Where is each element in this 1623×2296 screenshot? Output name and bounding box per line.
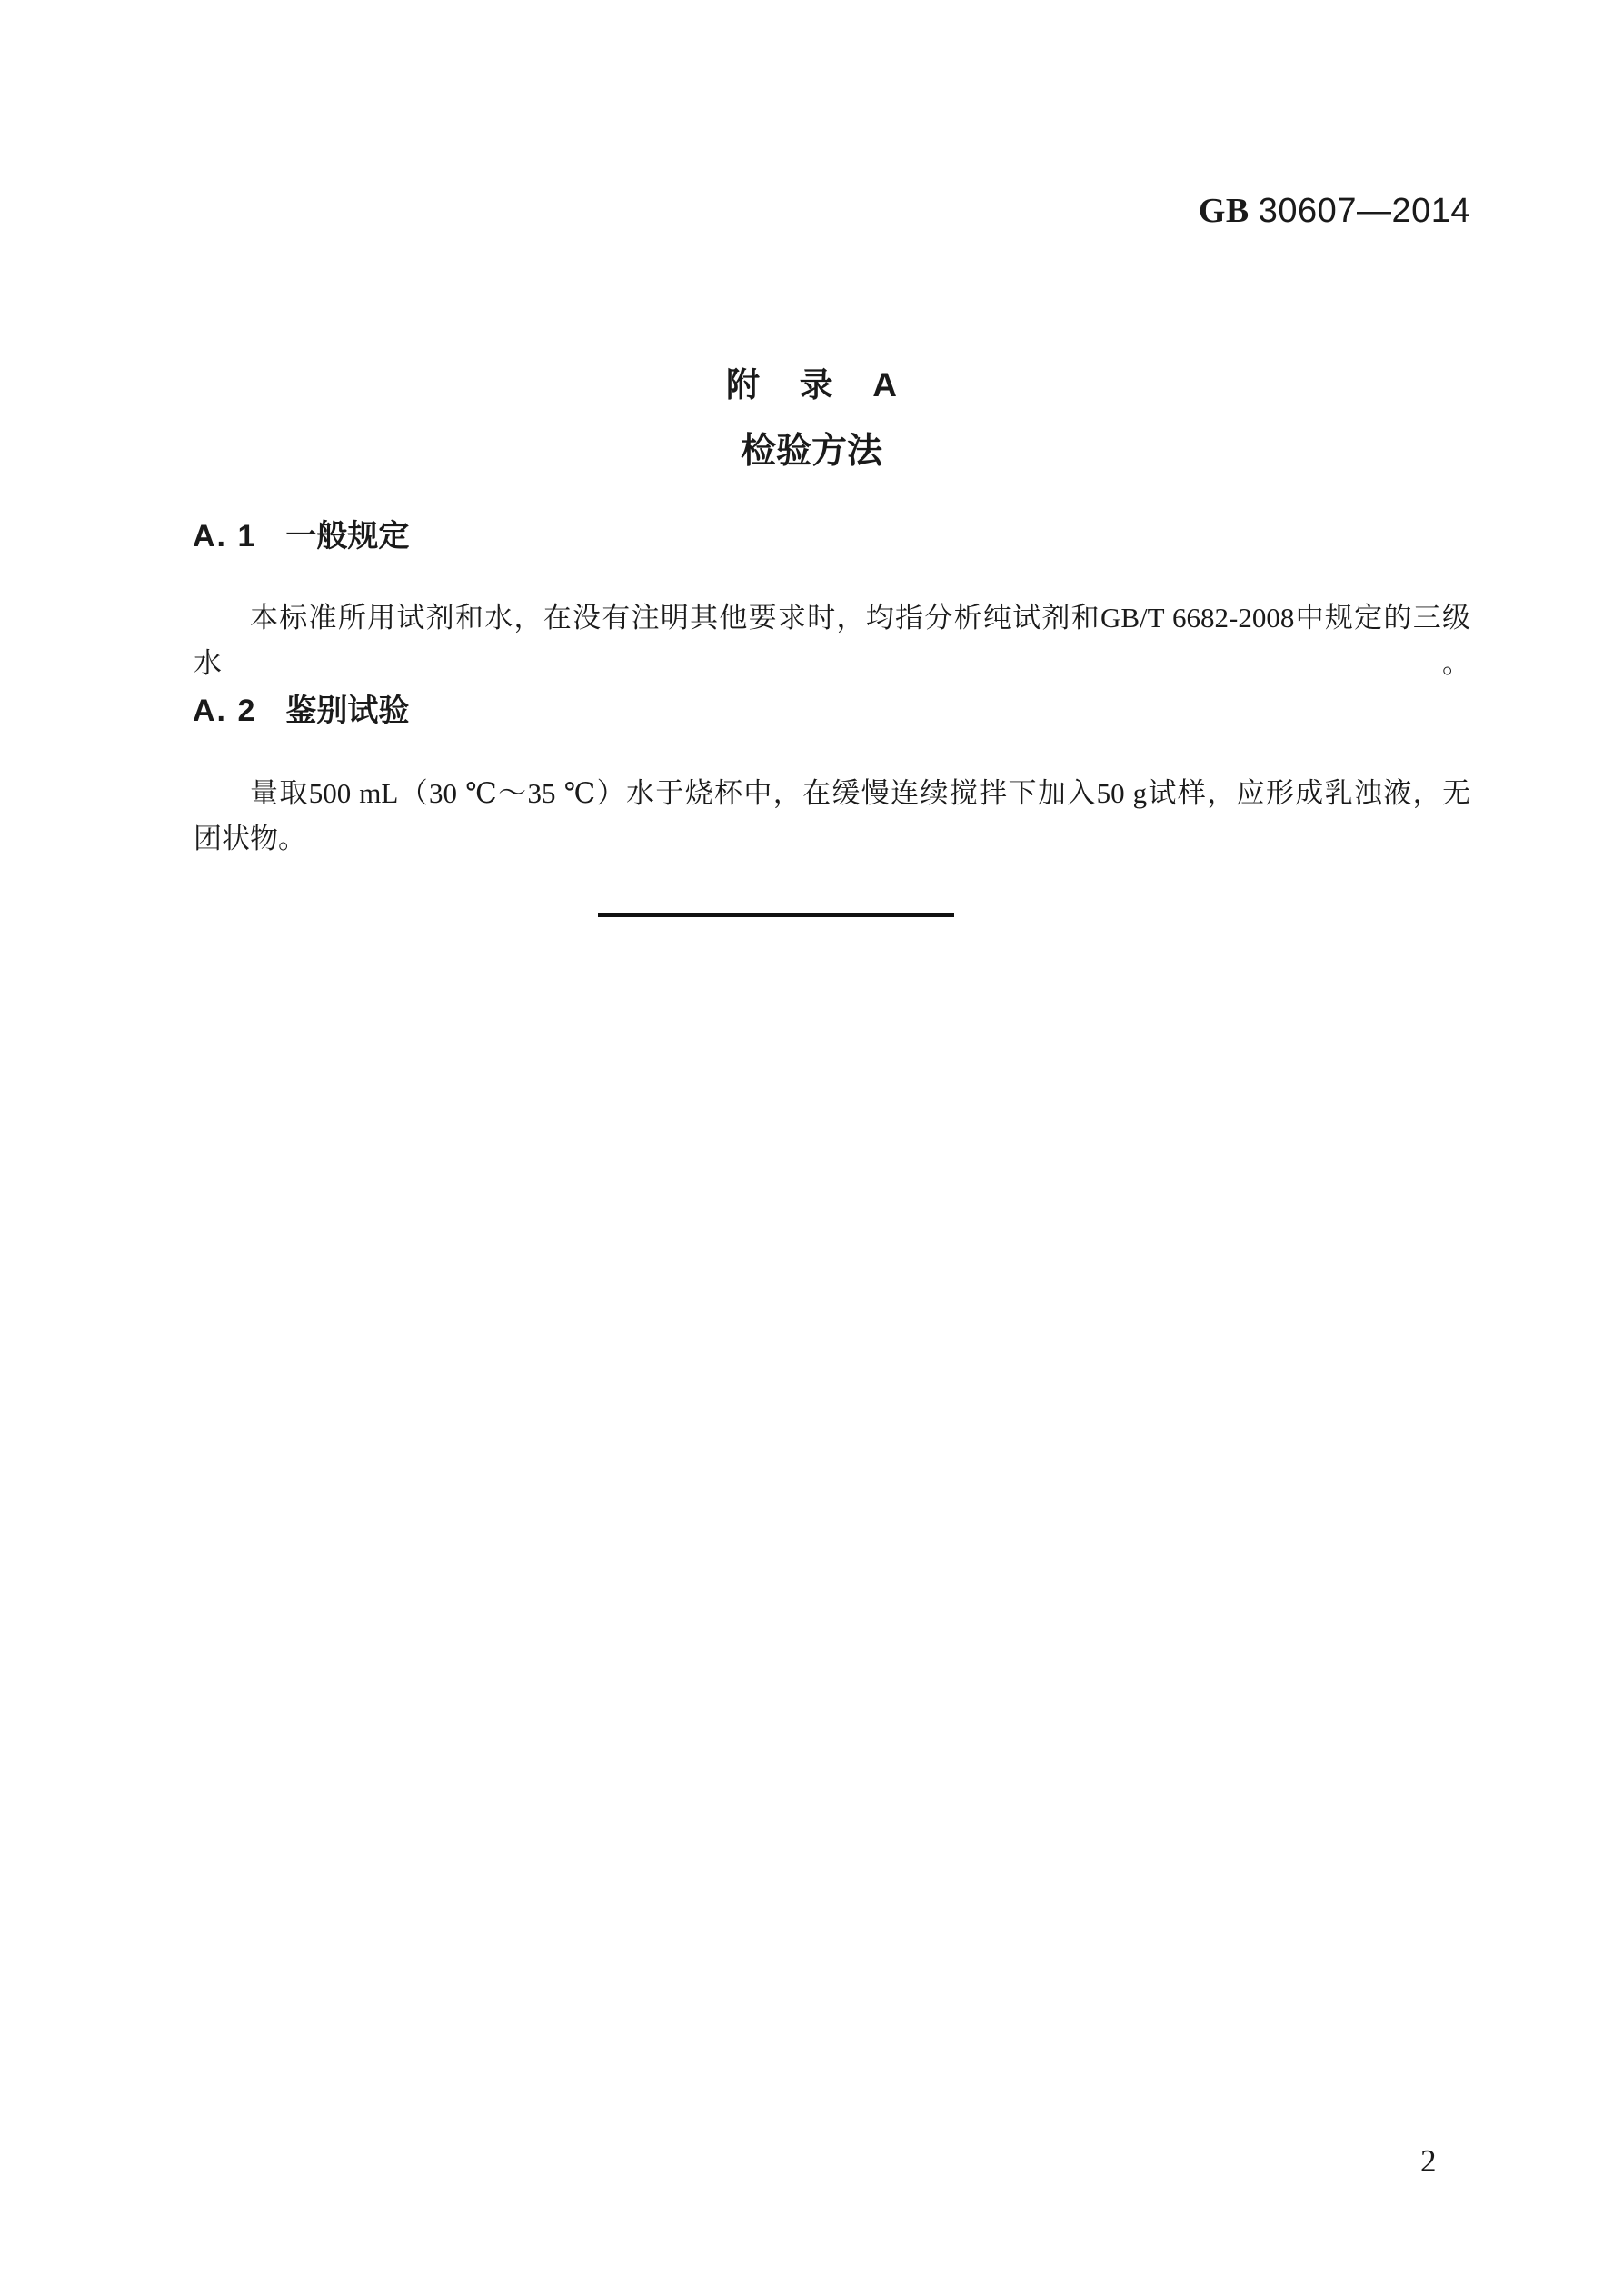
standard-code-number: 30607—2014 xyxy=(1258,192,1470,230)
section-title-a2: 鉴别试验 xyxy=(285,694,410,728)
standard-code-prefix: GB xyxy=(1198,192,1250,230)
section-label-a2: A. 2 xyxy=(193,694,257,728)
annex-title: 附 录 A xyxy=(726,366,897,404)
paragraph-line: 本标准所用试剂和水，在没有注明其他要求时，均指分析纯试剂和GB/T 6682-2008中规定的三级水。 xyxy=(194,602,1470,679)
page-number: 2 xyxy=(1420,2143,1437,2179)
annex-subtitle: 检验方法 xyxy=(740,432,882,471)
section-a2-paragraph xyxy=(194,771,1470,862)
section-a1-paragraph xyxy=(194,595,1470,686)
section-heading-a1 xyxy=(193,518,409,554)
standard-code-header xyxy=(1199,193,1470,229)
end-of-text-rule xyxy=(598,913,954,917)
paragraph-line: 量取500 mL（30 ℃～35 ℃）水于烧杯中，在缓慢连续搅拌下加入50 g试样，应形成乳浊液，无 xyxy=(250,777,1470,809)
section-title-a1: 一般规定 xyxy=(285,519,410,554)
section-label-a1: A. 1 xyxy=(193,519,257,554)
paragraph-line: 团状物。 xyxy=(194,823,306,854)
section-heading-a2 xyxy=(193,693,409,729)
